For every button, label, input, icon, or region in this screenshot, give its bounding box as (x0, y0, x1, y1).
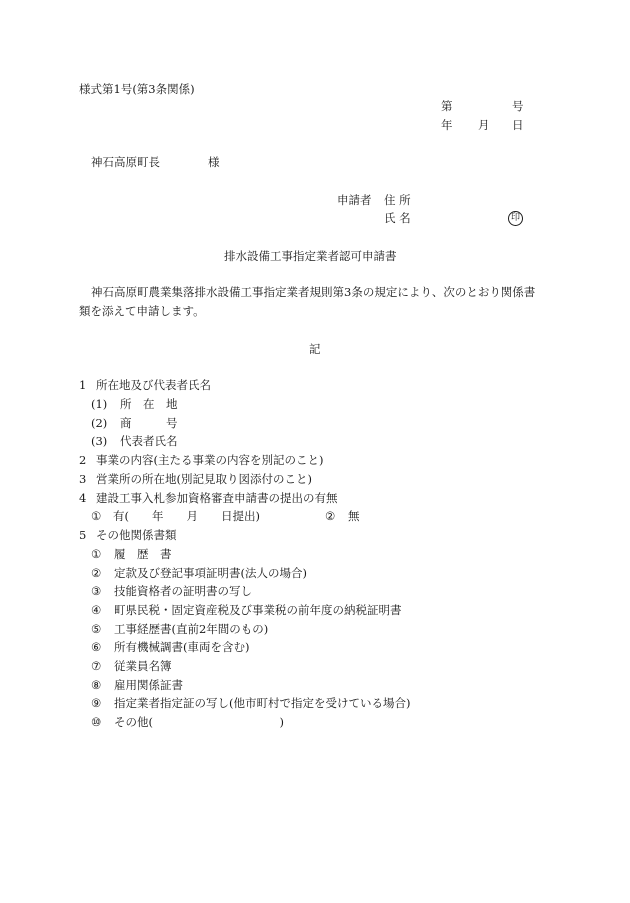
doc-num: ⑤ (91, 622, 102, 636)
date-month: 月 (478, 118, 490, 132)
doc-num: ⑦ (91, 659, 102, 673)
subitem-num: (1) (91, 397, 108, 411)
seal-mark: 印 (508, 211, 523, 226)
doc-num: ⑧ (91, 678, 102, 692)
item-num: 4 (79, 491, 87, 505)
doc-text: 技能資格者の証明書の写し (114, 584, 252, 598)
choice-2-text: 無 (348, 509, 360, 523)
ki-heading: 記 (309, 342, 321, 356)
date-year: 年 (441, 118, 453, 132)
choice-1-text: 有( 年 月 日提出) (113, 509, 260, 523)
doc-text: 従業員名簿 (114, 659, 172, 673)
subitem-text: 所 在 地 (120, 397, 178, 411)
doc-text: 指定業者指定証の写し(他市町村で指定を受けている場合) (114, 696, 411, 710)
doc-num: ② (91, 566, 102, 580)
number-dai: 第 (441, 99, 453, 113)
subitem-num: (2) (91, 416, 108, 430)
doc-text: 雇用関係証書 (114, 678, 183, 692)
item-text: 建設工事入札参加資格審査申請書の提出の有無 (96, 491, 338, 505)
subitem-text: 商 号 (120, 416, 178, 430)
doc-text: 定款及び登記事項証明書(法人の場合) (114, 566, 307, 580)
item-text: 事業の内容(主たる事業の内容を別記のこと) (96, 453, 324, 467)
item-text: 営業所の所在地(別記見取り図添付のこと) (96, 472, 312, 486)
doc-num: ① (91, 547, 102, 561)
item-text: 所在地及び代表者氏名 (96, 378, 211, 392)
document-title: 排水設備工事指定業者認可申請書 (224, 249, 397, 263)
item-num: 1 (79, 378, 87, 392)
form-label: 様式第1号(第3条関係) (79, 82, 195, 96)
choice-1-num: ① (91, 509, 102, 523)
doc-num: ⑩ (91, 715, 102, 729)
addressee-name: 神石高原町長 (91, 155, 160, 169)
intro-line-1: 神石高原町農業集落排水設備工事指定業者規則第3条の規定により、次のとおり関係書 (91, 285, 536, 299)
item-num: 2 (79, 453, 87, 467)
addressee-honorific: 様 (208, 155, 220, 169)
doc-text: 履 歴 書 (114, 547, 172, 561)
address-label: 住 所 (384, 193, 411, 207)
choice-2-num: ② (325, 509, 336, 523)
doc-text: その他( ) (114, 715, 284, 729)
doc-num: ⑨ (91, 696, 102, 710)
item-num: 3 (79, 472, 87, 486)
doc-num: ③ (91, 584, 102, 598)
date-day: 日 (512, 118, 524, 132)
doc-text: 工事経歴書(直前2年間のもの) (114, 622, 269, 636)
doc-text: 所有機械調書(車両を含む) (114, 640, 250, 654)
item-text: その他関係書類 (96, 528, 177, 542)
name-label: 氏 名 (384, 211, 411, 225)
doc-num: ⑥ (91, 640, 102, 654)
number-go: 号 (512, 99, 524, 113)
item-num: 5 (79, 528, 87, 542)
intro-line-2: 類を添えて申請します。 (79, 304, 205, 318)
doc-text: 町県民税・固定資産税及び事業税の前年度の納税証明書 (114, 603, 402, 617)
applicant-label: 申請者 (337, 193, 372, 207)
subitem-text: 代表者氏名 (120, 434, 178, 448)
subitem-num: (3) (91, 434, 108, 448)
doc-num: ④ (91, 603, 102, 617)
